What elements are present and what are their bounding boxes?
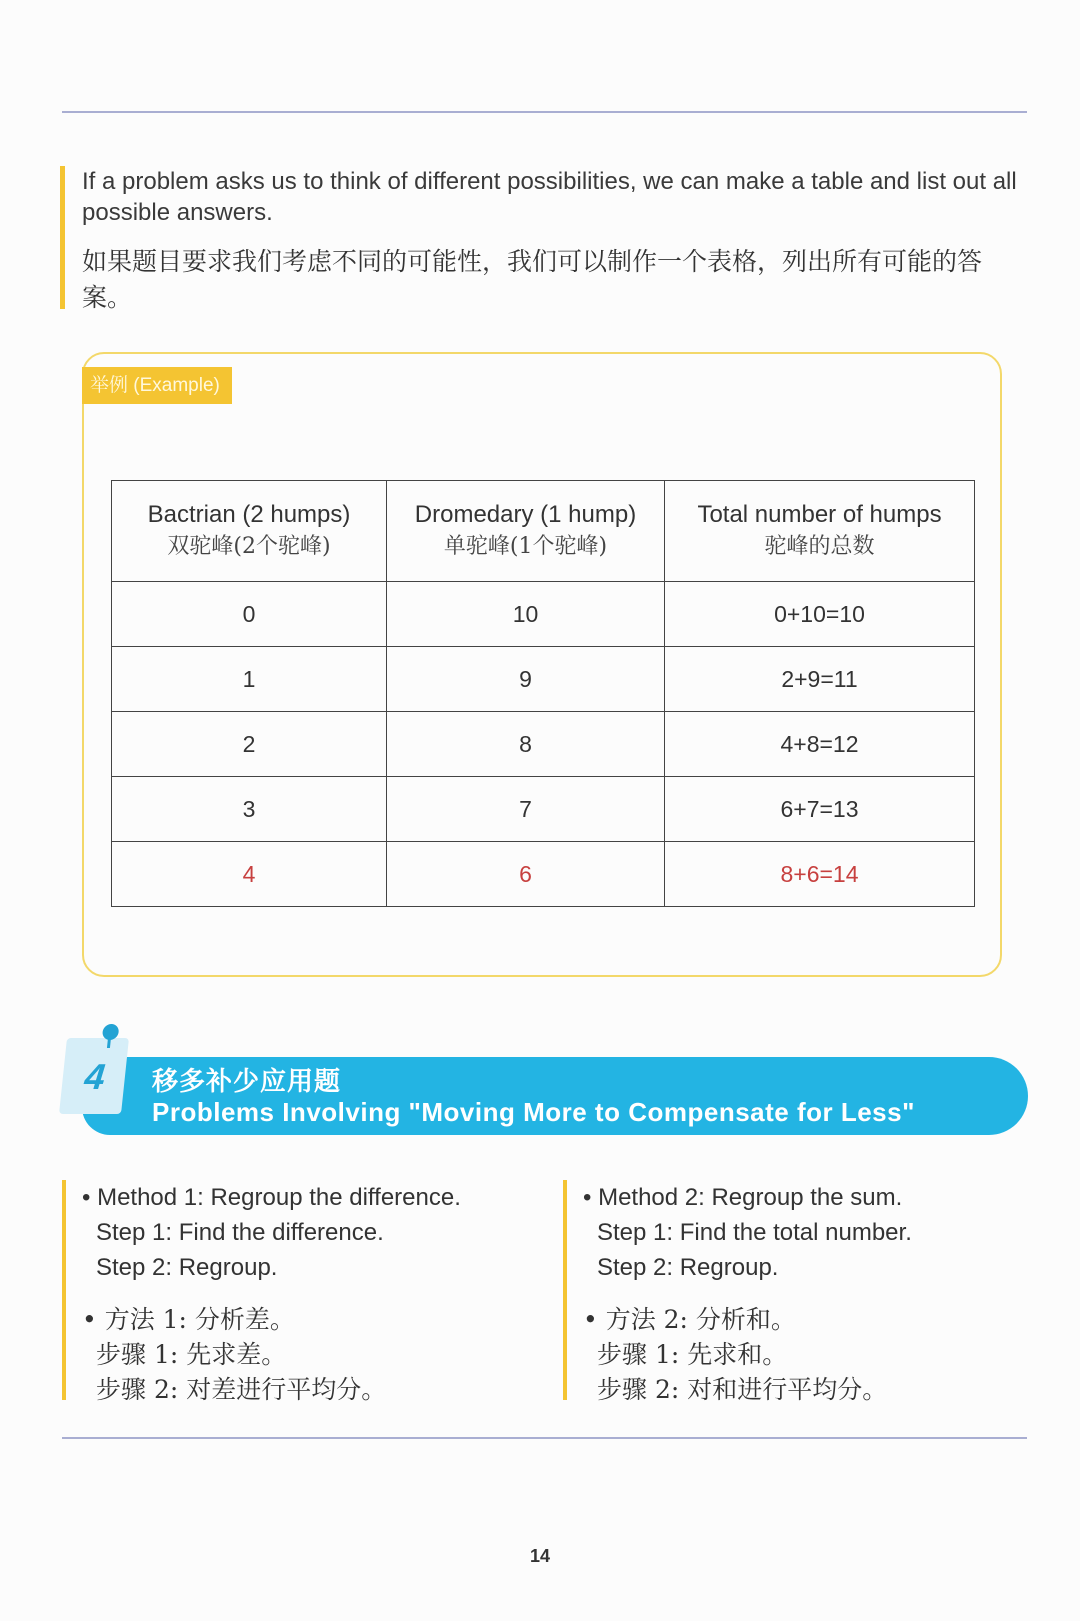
method-step: 步骤 2: 对差进行平均分。 bbox=[96, 1375, 387, 1404]
cell-bactrian: 3 bbox=[112, 777, 387, 842]
example-tag: 举例 (Example) bbox=[82, 367, 232, 404]
header-en: Dromedary (1 hump) bbox=[414, 501, 637, 528]
cell-dromedary: 10 bbox=[387, 582, 665, 647]
table-row bbox=[112, 582, 975, 647]
section-number-badge bbox=[59, 1038, 129, 1114]
cell-bactrian: 0 bbox=[112, 582, 387, 647]
method-title: • 方法 1: 分析差。 bbox=[82, 1305, 295, 1334]
cell-total: 8+6=14 bbox=[665, 842, 975, 907]
header-total bbox=[665, 481, 975, 582]
cell-dromedary: 8 bbox=[387, 712, 665, 777]
cell-total: 0+10=10 bbox=[665, 582, 975, 647]
cell-dromedary: 9 bbox=[387, 647, 665, 712]
table-header-row bbox=[112, 481, 975, 582]
table-row bbox=[112, 647, 975, 712]
section-banner bbox=[82, 1057, 1028, 1135]
method-step: 步骤 1: 先求和。 bbox=[597, 1340, 788, 1369]
cell-bactrian: 1 bbox=[112, 647, 387, 712]
method-step: 步骤 2: 对和进行平均分。 bbox=[597, 1375, 888, 1404]
header-en: Total number of humps bbox=[697, 501, 942, 528]
bottom-rule bbox=[62, 1437, 1027, 1439]
tip-accent-bar bbox=[60, 166, 65, 309]
header-en: Bactrian (2 humps) bbox=[147, 501, 351, 528]
table-row bbox=[112, 712, 975, 777]
cell-total: 4+8=12 bbox=[665, 712, 975, 777]
table-row-highlighted bbox=[112, 842, 975, 907]
method-step: 步骤 1: 先求差。 bbox=[96, 1340, 287, 1369]
header-bactrian bbox=[112, 481, 387, 582]
method-2-english bbox=[583, 1180, 912, 1285]
intro-english: If a problem asks us to think of different possibilities, we can make a table and list out all possible answers. bbox=[82, 168, 1017, 226]
intro-chinese: 如果题目要求我们考虑不同的可能性，我们可以制作一个表格，列出所有可能的答案。 bbox=[82, 247, 983, 312]
header-zh: 驼峰的总数 bbox=[764, 534, 875, 559]
method-step: Step 2: Regroup. bbox=[96, 1254, 278, 1281]
section-title-en: Problems Involving "Moving More to Compensate for Less" bbox=[152, 1097, 915, 1127]
method-accent-bar bbox=[563, 1180, 567, 1400]
method-1-english bbox=[82, 1180, 461, 1285]
cell-total: 2+9=11 bbox=[665, 647, 975, 712]
method-accent-bar bbox=[62, 1180, 66, 1400]
header-zh: 双驼峰(2个驼峰) bbox=[167, 534, 331, 559]
header-zh: 单驼峰(1个驼峰) bbox=[443, 534, 608, 559]
hump-table bbox=[111, 480, 975, 907]
method-step: Step 1: Find the difference. bbox=[96, 1219, 384, 1246]
method-2-chinese bbox=[583, 1302, 887, 1407]
top-rule bbox=[62, 111, 1027, 113]
method-title: • Method 1: Regroup the difference. bbox=[82, 1184, 461, 1211]
page-number: 14 bbox=[529, 1546, 551, 1566]
cell-dromedary: 7 bbox=[387, 777, 665, 842]
section-title-zh: 移多补少应用题 bbox=[152, 1067, 342, 1097]
pin-icon bbox=[102, 1024, 120, 1040]
cell-bactrian: 4 bbox=[112, 842, 387, 907]
header-dromedary bbox=[387, 481, 665, 582]
method-1-chinese bbox=[82, 1302, 386, 1407]
method-step: Step 1: Find the total number. bbox=[597, 1219, 912, 1246]
method-title: • 方法 2: 分析和。 bbox=[583, 1305, 796, 1334]
cell-bactrian: 2 bbox=[112, 712, 387, 777]
method-step: Step 2: Regroup. bbox=[597, 1254, 779, 1281]
cell-dromedary: 6 bbox=[387, 842, 665, 907]
cell-total: 6+7=13 bbox=[665, 777, 975, 842]
section-number: 4 bbox=[82, 1056, 108, 1097]
method-title: • Method 2: Regroup the sum. bbox=[583, 1184, 903, 1211]
table-row bbox=[112, 777, 975, 842]
